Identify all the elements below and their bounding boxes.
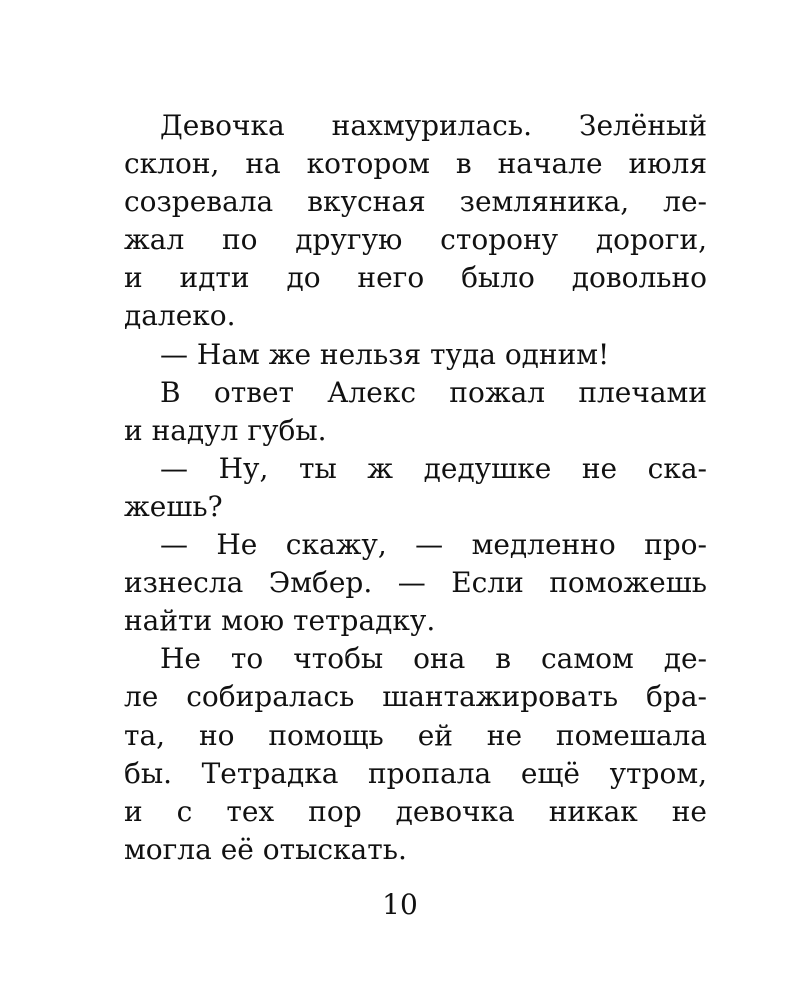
text-line: — Не скажу, — медленно про-: [160, 528, 707, 562]
text-line: изнесла Эмбер. — Если поможешь: [124, 566, 707, 600]
text-line: найти мою тетрадку.: [124, 604, 436, 638]
text-line: — Нам же нельзя туда одним!: [160, 337, 610, 371]
text-line: могла её отыскать.: [124, 832, 407, 866]
page-number: 10: [382, 888, 418, 921]
text-line: склон, на котором в начале июля: [124, 147, 707, 181]
text-line: и с тех пор девочка никак не: [124, 794, 707, 828]
text-line: Девочка нахмурилась. Зелёный: [160, 109, 707, 142]
page-text: [124, 107, 707, 869]
text-line: В ответ Алекс пожал плечами: [160, 375, 707, 409]
text-line: созревала вкусная земляника, ле-: [124, 185, 707, 219]
text-line: Не то чтобы она в самом де-: [160, 642, 707, 676]
text-line: — Ну, ты ж дедушке не ска-: [160, 451, 707, 485]
text-line: и идти до него было довольно: [124, 261, 707, 295]
text-line: та, но помощь ей не помешала: [124, 718, 707, 752]
text-line: ле собиралась шантажировать бра-: [124, 680, 707, 714]
text-line: далеко.: [124, 299, 236, 333]
text-line: жешь?: [124, 489, 223, 523]
text-line: жал по другую сторону дороги,: [124, 223, 707, 257]
text-line: и надул губы.: [124, 413, 327, 447]
text-line: бы. Тетрадка пропала ещё утром,: [124, 756, 707, 790]
